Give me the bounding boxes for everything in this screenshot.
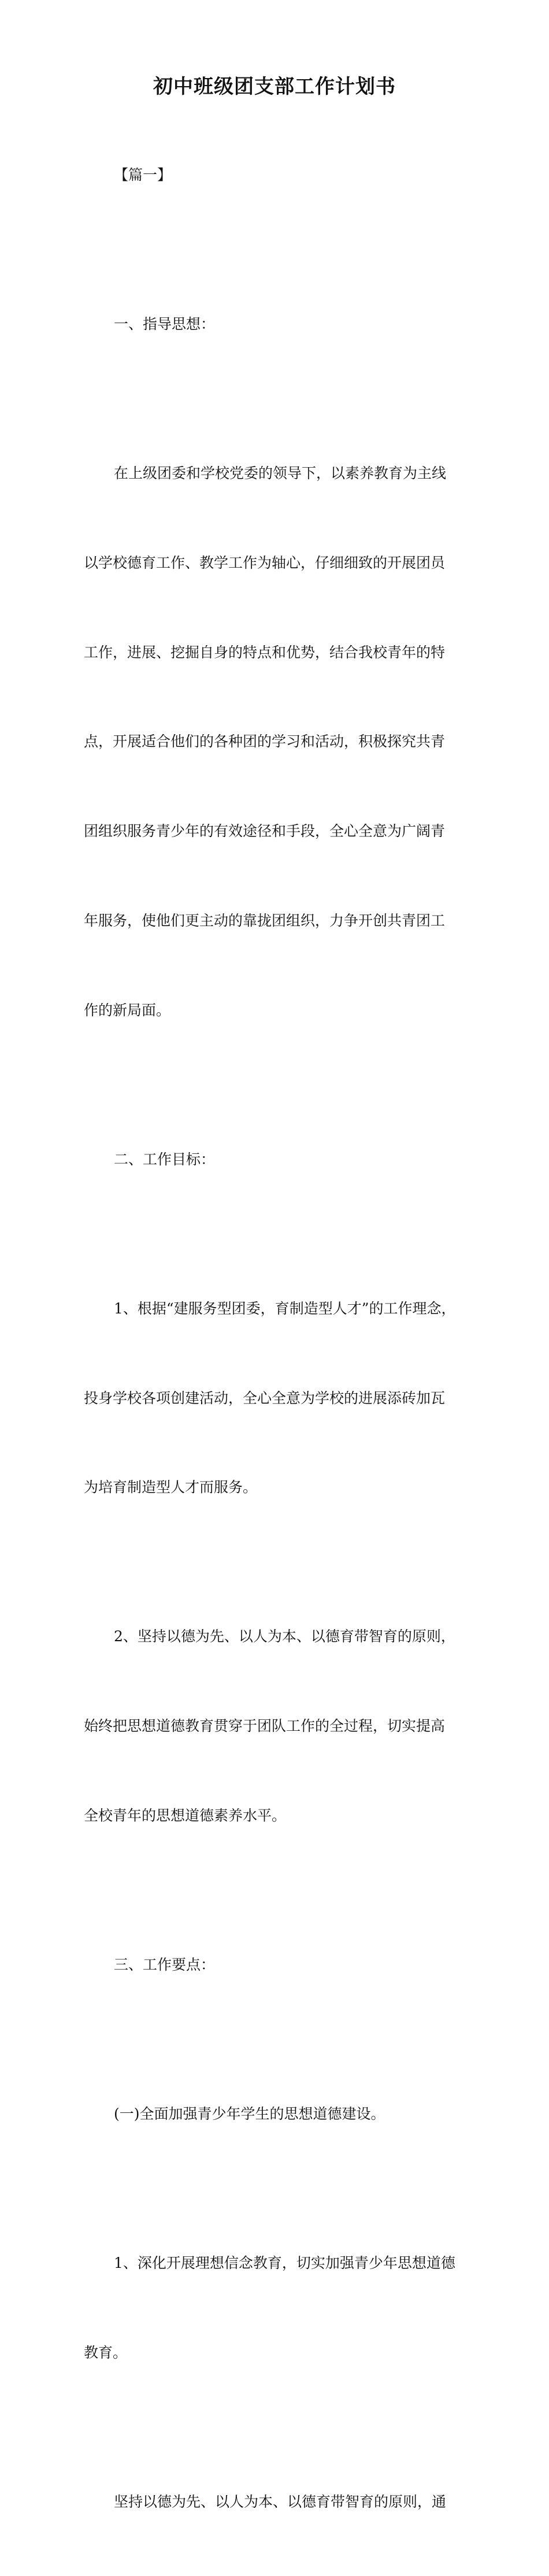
paragraph-line: 以学校德育工作、教学工作为轴心，仔细细致的开展团员 [84, 554, 446, 571]
heading-work-points [84, 1890, 477, 2040]
document-title: 初中班级团支部工作计划书 [153, 75, 396, 98]
paragraph-line: 全校青年的思想道德素养水平。 [84, 1807, 287, 1824]
paragraph-principle [84, 2427, 477, 2576]
paragraph-ideal-education [84, 2189, 477, 2427]
paragraph-line: 作的新局面。 [84, 1001, 171, 1019]
paragraph-line: 在上级团委和学校党委的领导下，以素养教育为主线 [114, 465, 447, 482]
heading-guiding-ideology [84, 250, 477, 399]
paragraph-line: 1、根据“建服务型团委，育制造型人才”的工作理念， [114, 1300, 456, 1317]
section-label [84, 101, 477, 250]
paragraph-line: 2、坚持以德为先、以人为本、以德育带智育的原则， [114, 1628, 455, 1645]
paragraph-line: 教育。 [84, 2344, 128, 2361]
heading-work-goals [84, 1085, 477, 1234]
heading-guiding-ideology-text: 一、指导思想： [114, 316, 216, 333]
subheading-moral-building [84, 2040, 477, 2189]
heading-work-points-text: 三、工作要点： [114, 1956, 216, 1973]
subheading-moral-building-text: (一)全面加强青少年学生的思想道德建设。 [114, 2105, 385, 2122]
paragraph-line: 点，开展适合他们的各种团的学习和活动，积极探究共青 [84, 733, 446, 750]
paragraph-goal-2 [84, 1562, 477, 1890]
paragraph-line: 投身学校各项创建活动，全心全意为学校的进展添砖加瓦 [84, 1389, 446, 1407]
paragraph-goal-1 [84, 1234, 477, 1563]
paragraph-line: 始终把思想道德教育贯穿于团队工作的全过程，切实提高 [84, 1718, 446, 1735]
paragraph-line: 团组织服务青少年的有效途径和手段，全心全意为广阔青 [84, 823, 446, 840]
paragraph-line: 1、深化开展理想信念教育，切实加强青少年思想道德 [114, 2254, 455, 2271]
paragraph-line: 工作，进展、挖掘自身的特点和优势，结合我校青年的特 [84, 643, 446, 661]
paragraph-line: 坚持以德为先、以人为本、以德育带智育的原则，通 [114, 2493, 447, 2510]
heading-work-goals-text: 二、工作目标： [114, 1150, 216, 1168]
document-body [84, 101, 477, 2576]
paragraph-line: 为培育制造型人才而服务。 [84, 1479, 258, 1496]
paragraph-guiding-ideology [84, 399, 477, 1085]
section-label-text: 【篇一】 [114, 166, 172, 184]
paragraph-line: 年服务，使他们更主动的靠拢团组织，力争开创共青团工 [84, 912, 446, 930]
